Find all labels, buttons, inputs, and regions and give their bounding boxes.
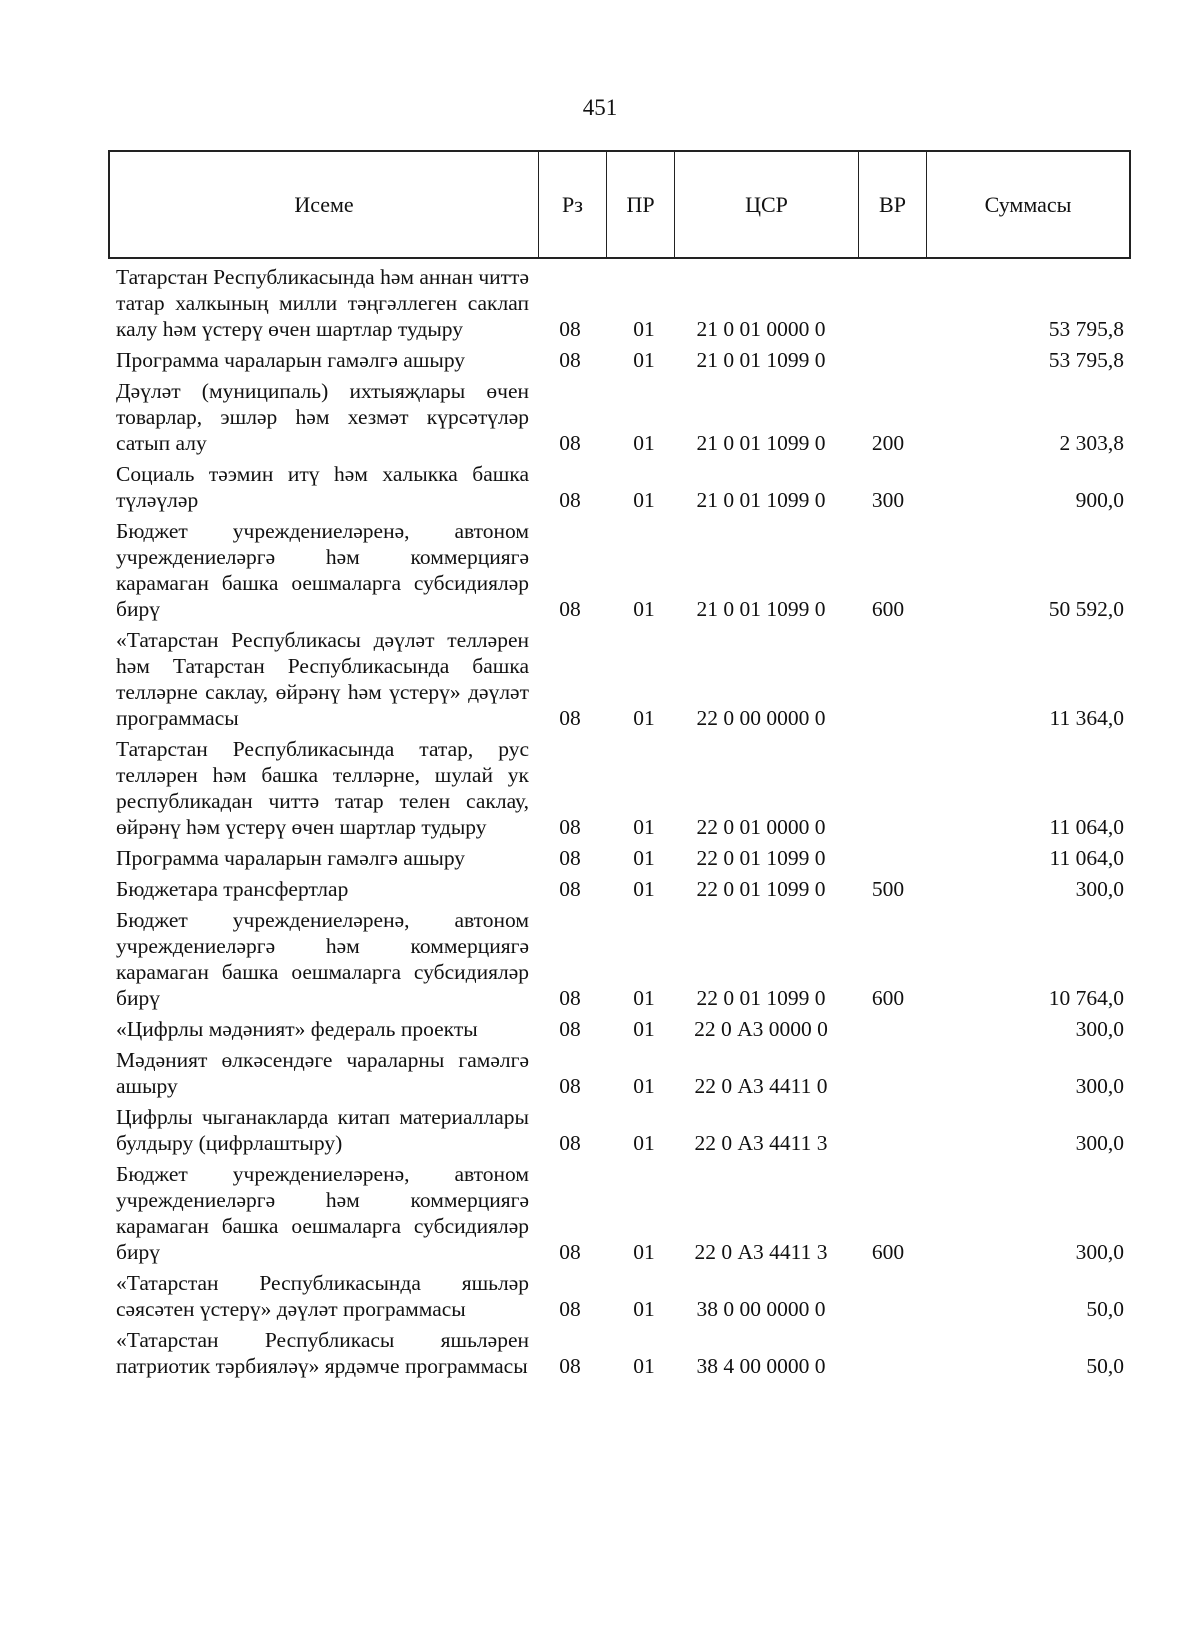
row-rz: 08 <box>559 846 581 870</box>
header-name: Исеме <box>294 191 354 217</box>
row-name: Бюджет учреждениеләренә, автоном учреждениеләргә һәм коммерциягә карамаган башка оешмаларга субсидияләр бирү <box>116 908 529 1010</box>
row-vr: 200 <box>871 431 905 455</box>
row-sum: 53 795,8 <box>1048 317 1124 341</box>
table-row <box>116 1327 1124 1379</box>
row-sum: 53 795,8 <box>1048 348 1124 372</box>
row-rz: 08 <box>559 1131 581 1155</box>
row-pr: 01 <box>633 1131 655 1155</box>
row-csr: 22 0 00 0000 0 <box>696 706 826 730</box>
row-sum: 11 064,0 <box>1049 846 1124 870</box>
row-name: Программа чараларын гамәлгә ашыру <box>116 846 466 870</box>
page-number: 451 <box>582 95 618 120</box>
row-rz: 08 <box>559 815 581 839</box>
row-rz: 08 <box>559 1017 581 1041</box>
row-name: Бюджетара трансфертлар <box>116 877 349 901</box>
row-csr: 22 0 01 1099 0 <box>696 986 826 1010</box>
row-rz: 08 <box>559 1240 581 1264</box>
row-pr: 01 <box>633 431 655 455</box>
row-sum: 900,0 <box>1075 488 1124 512</box>
row-name: «Цифрлы мәдәният» федераль проекты <box>116 1017 478 1041</box>
row-csr: 22 0 А3 4411 3 <box>694 1240 828 1264</box>
table-row <box>116 1047 1124 1099</box>
row-rz: 08 <box>559 597 581 621</box>
row-rz: 08 <box>559 877 581 901</box>
row-sum: 300,0 <box>1075 1074 1124 1098</box>
row-sum: 11 064,0 <box>1049 815 1124 839</box>
row-sum: 300,0 <box>1075 1240 1124 1264</box>
table-row <box>116 907 1124 1011</box>
row-rz: 08 <box>559 986 581 1010</box>
table-row <box>116 1104 1124 1156</box>
row-pr: 01 <box>633 1354 655 1378</box>
row-sum: 300,0 <box>1075 877 1124 901</box>
row-csr: 22 0 01 0000 0 <box>696 815 826 839</box>
row-csr: 38 4 00 0000 0 <box>696 1354 826 1378</box>
row-rz: 08 <box>559 317 581 341</box>
table-row <box>116 876 1124 902</box>
table-row <box>116 461 1124 513</box>
row-rz: 08 <box>559 431 581 455</box>
row-vr: 600 <box>871 597 905 621</box>
row-vr: 300 <box>871 488 905 512</box>
row-rz: 08 <box>559 488 581 512</box>
row-pr: 01 <box>633 317 655 341</box>
row-name: Дәүләт (муниципаль) ихтыяҗлары өчен товарлар, эшләр һәм хезмәт күрсәтүләр сатып алу <box>116 379 529 455</box>
row-name: Бюджет учреждениеләренә, автоном учреждениеләргә һәм коммерциягә карамаган башка оешмаларга субсидияләр бирү <box>116 519 529 621</box>
row-csr: 38 0 00 0000 0 <box>696 1297 826 1321</box>
row-name: «Татарстан Республикасында яшьләр сәясәтен үстерү» дәүләт программасы <box>116 1271 529 1321</box>
row-pr: 01 <box>633 348 655 372</box>
table-row <box>116 1161 1124 1265</box>
table-row <box>116 347 1124 373</box>
row-pr: 01 <box>633 488 655 512</box>
row-csr: 21 0 01 1099 0 <box>696 597 826 621</box>
table-body <box>116 264 1124 1384</box>
row-pr: 01 <box>633 877 655 901</box>
table-row <box>116 1270 1124 1322</box>
row-rz: 08 <box>559 706 581 730</box>
row-csr: 21 0 01 0000 0 <box>696 317 826 341</box>
row-sum: 50 592,0 <box>1048 597 1124 621</box>
row-sum: 2 303,8 <box>1059 431 1124 455</box>
row-pr: 01 <box>633 1074 655 1098</box>
table-row <box>116 627 1124 731</box>
row-csr: 21 0 01 1099 0 <box>696 348 826 372</box>
row-sum: 50,0 <box>1086 1297 1124 1321</box>
row-rz: 08 <box>559 1354 581 1378</box>
header-csr: ЦСР <box>674 152 858 257</box>
table-row <box>116 736 1124 840</box>
row-name: Татарстан Республикасында татар, рус телләрен һәм башка телләрне, шулай ук республикадан читтә татар телен саклау, өйрәнү һәм үстерү өчен шартлар тудыру <box>116 737 529 839</box>
table-header <box>108 150 1131 259</box>
table-row <box>116 1016 1124 1042</box>
row-sum: 300,0 <box>1075 1017 1124 1041</box>
row-csr: 22 0 А3 0000 0 <box>694 1017 828 1041</box>
row-sum: 11 364,0 <box>1049 706 1124 730</box>
row-csr: 21 0 01 1099 0 <box>696 488 826 512</box>
row-pr: 01 <box>633 846 655 870</box>
table-row <box>116 845 1124 871</box>
row-rz: 08 <box>559 1074 581 1098</box>
row-name: Мәдәният өлкәсендәге чараларны гамәлгә ашыру <box>116 1048 529 1098</box>
row-name: Татарстан Республикасында һәм аннан читтә татар халкының милли тәңгәллеген саклап калу һәм үстерү өчен шартлар тудыру <box>116 265 529 341</box>
row-rz: 08 <box>559 348 581 372</box>
header-pr: ПР <box>606 152 674 257</box>
table-row <box>116 264 1124 342</box>
row-rz: 08 <box>559 1297 581 1321</box>
row-pr: 01 <box>633 597 655 621</box>
row-csr: 22 0 01 1099 0 <box>696 877 826 901</box>
row-csr: 21 0 01 1099 0 <box>696 431 826 455</box>
row-csr: 22 0 А3 4411 0 <box>694 1074 828 1098</box>
header-rz: Рз <box>538 152 606 257</box>
row-pr: 01 <box>633 706 655 730</box>
table-row <box>116 378 1124 456</box>
row-name: Цифрлы чыганакларда китап материаллары булдыру (цифрлаштыру) <box>116 1105 529 1155</box>
row-vr: 600 <box>871 986 905 1010</box>
table-row <box>116 518 1124 622</box>
row-csr: 22 0 А3 4411 3 <box>694 1131 828 1155</box>
row-name: Программа чараларын гамәлгә ашыру <box>116 348 466 372</box>
row-csr: 22 0 01 1099 0 <box>696 846 826 870</box>
row-pr: 01 <box>633 1297 655 1321</box>
row-name: «Татарстан Республикасы яшьләрен патриотик тәрбияләү» ярдәмче программасы <box>116 1328 529 1378</box>
row-name: Социаль тәэмин итү һәм халыкка башка түләүләр <box>116 462 529 512</box>
row-vr: 500 <box>871 877 905 901</box>
row-pr: 01 <box>633 1240 655 1264</box>
row-name: «Татарстан Республикасы дәүләт телләрен һәм Татарстан Республикасында башка телләрне саклау, өйрәнү һәм үстерү» дәүләт программасы <box>116 628 529 730</box>
row-sum: 10 764,0 <box>1048 986 1124 1010</box>
row-name: Бюджет учреждениеләренә, автоном учреждениеләргә һәм коммерциягә карамаган башка оешмаларга субсидияләр бирү <box>116 1162 529 1264</box>
header-vr: ВР <box>858 152 926 257</box>
row-sum: 50,0 <box>1086 1354 1124 1378</box>
row-pr: 01 <box>633 1017 655 1041</box>
row-pr: 01 <box>633 815 655 839</box>
row-pr: 01 <box>633 986 655 1010</box>
row-vr: 600 <box>871 1240 905 1264</box>
row-sum: 300,0 <box>1075 1131 1124 1155</box>
header-sum: Суммасы <box>926 152 1129 257</box>
